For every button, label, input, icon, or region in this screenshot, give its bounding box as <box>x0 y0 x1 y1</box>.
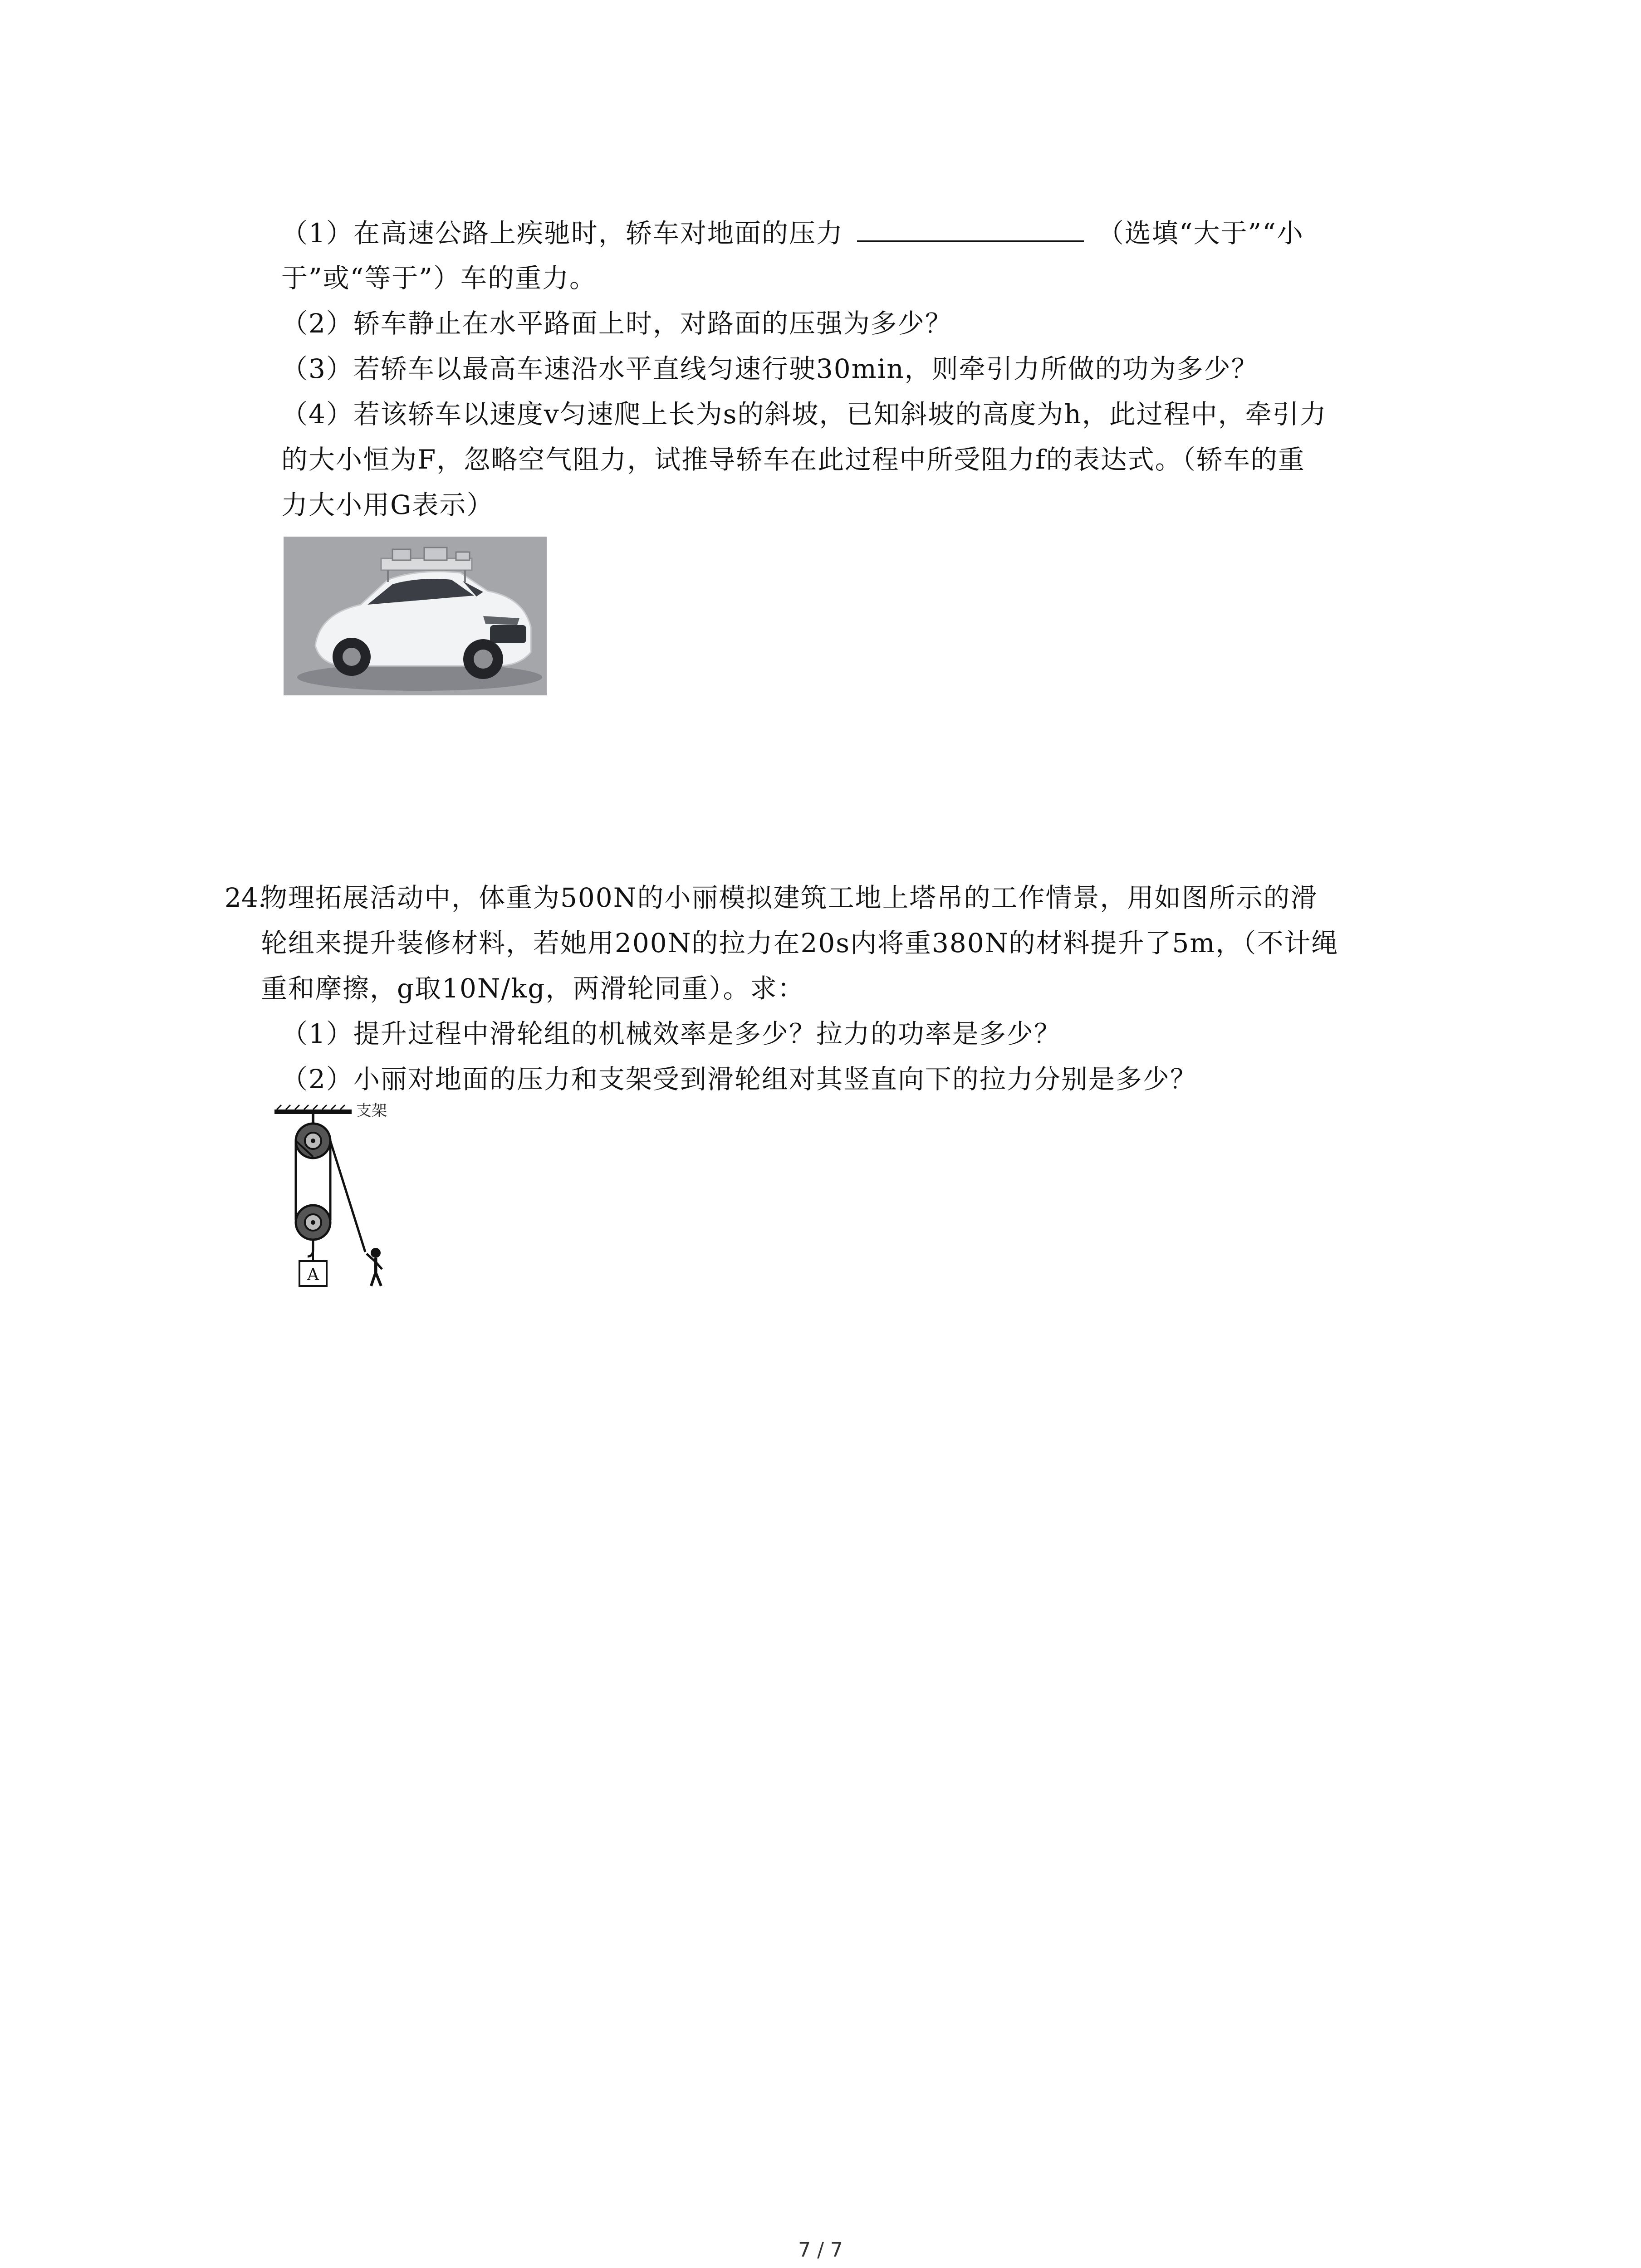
q23-part1-text-a: （1）在高速公路上疾驰时，轿车对地面的压力 <box>281 218 843 249</box>
q23-part1-line2: 于”或“等于”）车的重力。 <box>281 263 597 293</box>
q23-part3: （3）若轿车以最高车速沿水平直线匀速行驶30min，则牵引力所做的功为多少？ <box>281 353 1259 384</box>
q24-stem-line2: 轮组来提升装修材料，若她用200N的拉力在20s内将重380N的材料提升了5m，（不计绳 <box>261 928 1339 958</box>
pulley-figure <box>272 1102 417 1293</box>
q23-part4-line2: 的大小恒为F，忽略空气阻力，试推导轿车在此过程中所受阻力f的表达式。（轿车的重 <box>281 444 1305 475</box>
q24-stem-line3: 重和摩擦，g取10N/kg，两滑轮同重）。求： <box>261 973 805 1004</box>
q24-stem-line1: 物理拓展活动中，体重为500N的小丽模拟建筑工地上塔吊的工作情景，用如图所示的滑 <box>261 882 1318 913</box>
q23-part4-line1: （4）若该轿车以速度v匀速爬上长为s的斜坡，已知斜坡的高度为h，此过程中，牵引力 <box>281 399 1327 430</box>
q23-part2: （2）轿车静止在水平路面上时，对路面的压强为多少？ <box>281 308 952 339</box>
q24-number: 24. <box>225 882 267 913</box>
bracket-label: 支架 <box>356 1102 387 1120</box>
page-number: 7 / 7 <box>798 2239 843 2262</box>
answer-blank[interactable] <box>857 217 1084 242</box>
car-photo <box>284 537 547 695</box>
q24-part1: （1）提升过程中滑轮组的机械效率是多少？拉力的功率是多少？ <box>281 1018 1061 1049</box>
pulley-diagram <box>272 1102 417 1293</box>
q23-part4-line3: 力大小用G表示） <box>281 489 494 520</box>
q24-part2: （2）小丽对地面的压力和支架受到滑轮组对其竖直向下的拉力分别是多少？ <box>281 1064 1197 1095</box>
q23-part1-text-b: （选填“大于”“小 <box>1097 218 1304 249</box>
car-illustration <box>284 537 547 695</box>
q23-part1-line1 <box>281 217 1304 249</box>
load-label: A <box>307 1266 319 1284</box>
